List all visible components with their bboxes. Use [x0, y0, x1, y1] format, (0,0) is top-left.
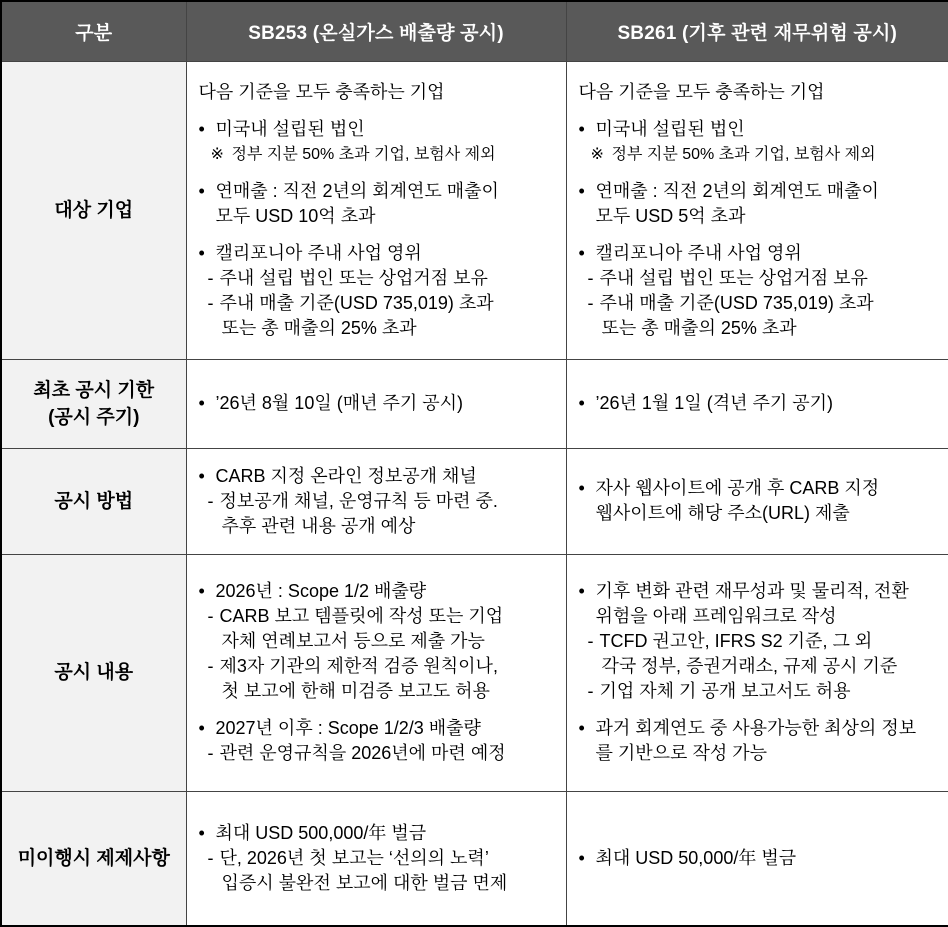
table-row-target-companies — [1, 61, 948, 359]
cell-sb261-first-disclosure-deadline — [566, 359, 948, 448]
bullet-group — [579, 716, 939, 766]
bullet-marker-icon: • — [198, 822, 205, 843]
text-line: 또는 총 매출의 25% 초과 — [601, 317, 797, 338]
text-line: ※ 정부 지분 50% 초과 기업, 보험사 제외 — [211, 142, 556, 167]
text-line: • 최대 USD 500,000/年 벌금 — [199, 821, 556, 846]
cell-sb253-penalties — [186, 791, 566, 926]
bullet-group — [199, 241, 556, 341]
text-line: - 단, 2026년 첫 보고는 ‘선의의 노력’ — [208, 846, 556, 871]
label-line: (공시 주기) — [48, 406, 140, 428]
label-line: 미이행시 제제사항 — [17, 847, 170, 869]
bullet-group — [199, 716, 556, 766]
text-line: - 정보공개 채널, 운영규칙 등 마련 중. — [208, 489, 556, 514]
text-line: - 주내 설립 법인 또는 상업거점 보유 — [208, 266, 556, 291]
bullet-marker-icon: • — [198, 465, 205, 486]
text-line: • ’26년 8월 10일 (매년 주기 공시) — [199, 391, 556, 416]
bullet-marker-icon: • — [578, 180, 585, 201]
text-line: - 기업 자체 기 공개 보고서도 허용 — [588, 679, 939, 704]
bullet-group — [199, 579, 556, 704]
bullet-marker-icon: • — [198, 581, 205, 601]
text-line: 모두 USD 10억 초과 — [215, 205, 376, 226]
text-line: • 연매출 : 직전 2년의 회계연도 매출이 — [579, 179, 939, 204]
text-line: - CARB 보고 템플릿에 작성 또는 기업 — [208, 604, 556, 629]
header-cell-category: 구분 — [1, 1, 186, 61]
label-line: 공시 내용 — [54, 662, 134, 683]
bullet-marker-icon: • — [578, 478, 585, 498]
row-label-disclosure-method — [1, 448, 186, 554]
text-line: 모두 USD 5억 초과 — [595, 205, 746, 226]
bullet-group — [579, 579, 939, 704]
cell-sb253-disclosure-method — [186, 448, 566, 554]
text-line: • 캘리포니아 주내 사업 영위 — [199, 241, 556, 266]
dash-marker-icon: - — [207, 656, 214, 676]
dash-marker-icon: - — [207, 847, 214, 868]
bullet-group — [579, 391, 939, 416]
bullet-group — [579, 179, 939, 229]
text-line: • 미국내 설립된 법인 — [199, 117, 556, 142]
text-line: • 자사 웹사이트에 공개 후 CARB 지정 — [579, 476, 939, 501]
bullet-group — [199, 464, 556, 539]
text-line: - 관련 운영규칙을 2026년에 마련 예정 — [208, 741, 556, 766]
text-line: 위험을 아래 프레임워크로 작성 — [595, 606, 837, 626]
text-line: • 미국내 설립된 법인 — [579, 117, 939, 142]
bullet-group — [199, 80, 556, 105]
text-line: • CARB 지정 온라인 정보공개 채널 — [199, 464, 556, 489]
bullet-group — [199, 179, 556, 229]
dash-marker-icon: - — [207, 292, 214, 313]
text-line: 다음 기준을 모두 충족하는 기업 — [198, 81, 445, 102]
cell-sb261-target-companies — [566, 61, 948, 359]
cell-sb261-disclosure-method — [566, 448, 948, 554]
bullet-group — [579, 117, 939, 167]
bullet-marker-icon: • — [198, 180, 205, 201]
row-label-target-companies — [1, 61, 186, 359]
text-line: • 과거 회계연도 중 사용가능한 최상의 정보 — [579, 716, 939, 741]
text-line: 또는 총 매출의 25% 초과 — [221, 317, 417, 338]
dash-marker-icon: - — [207, 606, 214, 626]
cell-sb253-disclosure-content — [186, 554, 566, 791]
bullet-group — [579, 80, 939, 105]
cell-sb253-target-companies — [186, 61, 566, 359]
text-line: • ’26년 1월 1일 (격년 주기 공기) — [579, 391, 939, 416]
dash-marker-icon: - — [587, 631, 594, 651]
text-line: - 제3자 기관의 제한적 검증 원칙이나, — [208, 654, 556, 679]
dash-marker-icon: - — [587, 681, 594, 701]
bullet-marker-icon: • — [578, 847, 585, 868]
text-line: 웹사이트에 해당 주소(URL) 제출 — [595, 503, 850, 523]
text-line: • 최대 USD 50,000/年 벌금 — [579, 846, 939, 871]
dash-marker-icon: - — [587, 292, 594, 313]
bullet-marker-icon: • — [578, 718, 585, 738]
bullet-marker-icon: • — [578, 393, 585, 413]
table-row-disclosure-content — [1, 554, 948, 791]
row-label-penalties — [1, 791, 186, 926]
row-label-first-disclosure-deadline — [1, 359, 186, 448]
bullet-group — [579, 846, 939, 871]
table-row-disclosure-method — [1, 448, 948, 554]
table-row-first-disclosure-deadline — [1, 359, 948, 448]
text-line: 첫 보고에 한해 미검증 보고도 허용 — [221, 681, 490, 701]
bullet-marker-icon: • — [578, 581, 585, 601]
text-line: ※ 정부 지분 50% 초과 기업, 보험사 제외 — [591, 142, 939, 167]
dash-marker-icon: - — [207, 490, 214, 511]
text-line: 자체 연례보고서 등으로 제출 가능 — [221, 631, 485, 651]
text-line: • 2026년 : Scope 1/2 배출량 — [199, 579, 556, 604]
note-marker-icon: ※ — [590, 145, 604, 163]
bullet-group — [199, 821, 556, 896]
text-line: - TCFD 권고안, IFRS S2 기준, 그 외 — [588, 629, 939, 654]
cell-sb253-first-disclosure-deadline — [186, 359, 566, 448]
row-label-disclosure-content — [1, 554, 186, 791]
text-line: 입증시 불완전 보고에 대한 벌금 면제 — [221, 872, 508, 893]
text-line: 를 기반으로 작성 가능 — [595, 743, 767, 763]
bullet-marker-icon: • — [198, 718, 205, 738]
bullet-marker-icon: • — [578, 242, 585, 263]
bullet-group — [579, 476, 939, 526]
label-line: 대상 기업 — [54, 199, 134, 221]
bullet-marker-icon: • — [198, 393, 205, 413]
bullet-group — [199, 117, 556, 167]
note-marker-icon: ※ — [210, 145, 224, 163]
text-line: - 주내 설립 법인 또는 상업거점 보유 — [588, 266, 939, 291]
bullet-marker-icon: • — [198, 118, 205, 139]
text-line: 다음 기준을 모두 충족하는 기업 — [578, 81, 825, 102]
label-line: 최초 공시 기한 — [33, 379, 155, 401]
text-line: - 주내 매출 기준(USD 735,019) 초과 — [208, 291, 556, 316]
text-line: 각국 정부, 증권거래소, 규제 공시 기준 — [601, 656, 898, 676]
dash-marker-icon: - — [207, 267, 214, 288]
table-row-penalties — [1, 791, 948, 926]
header-cell-sb253: SB253 (온실가스 배출량 공시) — [186, 1, 566, 61]
table-header-row — [1, 1, 948, 61]
text-line: - 주내 매출 기준(USD 735,019) 초과 — [588, 291, 939, 316]
cell-sb261-disclosure-content — [566, 554, 948, 791]
bullet-marker-icon: • — [578, 118, 585, 139]
text-line: • 연매출 : 직전 2년의 회계연도 매출이 — [199, 179, 556, 204]
text-line: • 2027년 이후 : Scope 1/2/3 배출량 — [199, 716, 556, 741]
text-line: • 기후 변화 관련 재무성과 및 물리적, 전환 — [579, 579, 939, 604]
dash-marker-icon: - — [587, 267, 594, 288]
header-cell-sb261: SB261 (기후 관련 재무위험 공시) — [566, 1, 948, 61]
bullet-marker-icon: • — [198, 242, 205, 263]
text-line: 추후 관련 내용 공개 예상 — [221, 515, 416, 536]
text-line: • 캘리포니아 주내 사업 영위 — [579, 241, 939, 266]
cell-sb261-penalties — [566, 791, 948, 926]
bullet-group — [199, 391, 556, 416]
dash-marker-icon: - — [207, 743, 214, 763]
label-line: 공시 방법 — [54, 490, 134, 512]
bullet-group — [579, 241, 939, 341]
